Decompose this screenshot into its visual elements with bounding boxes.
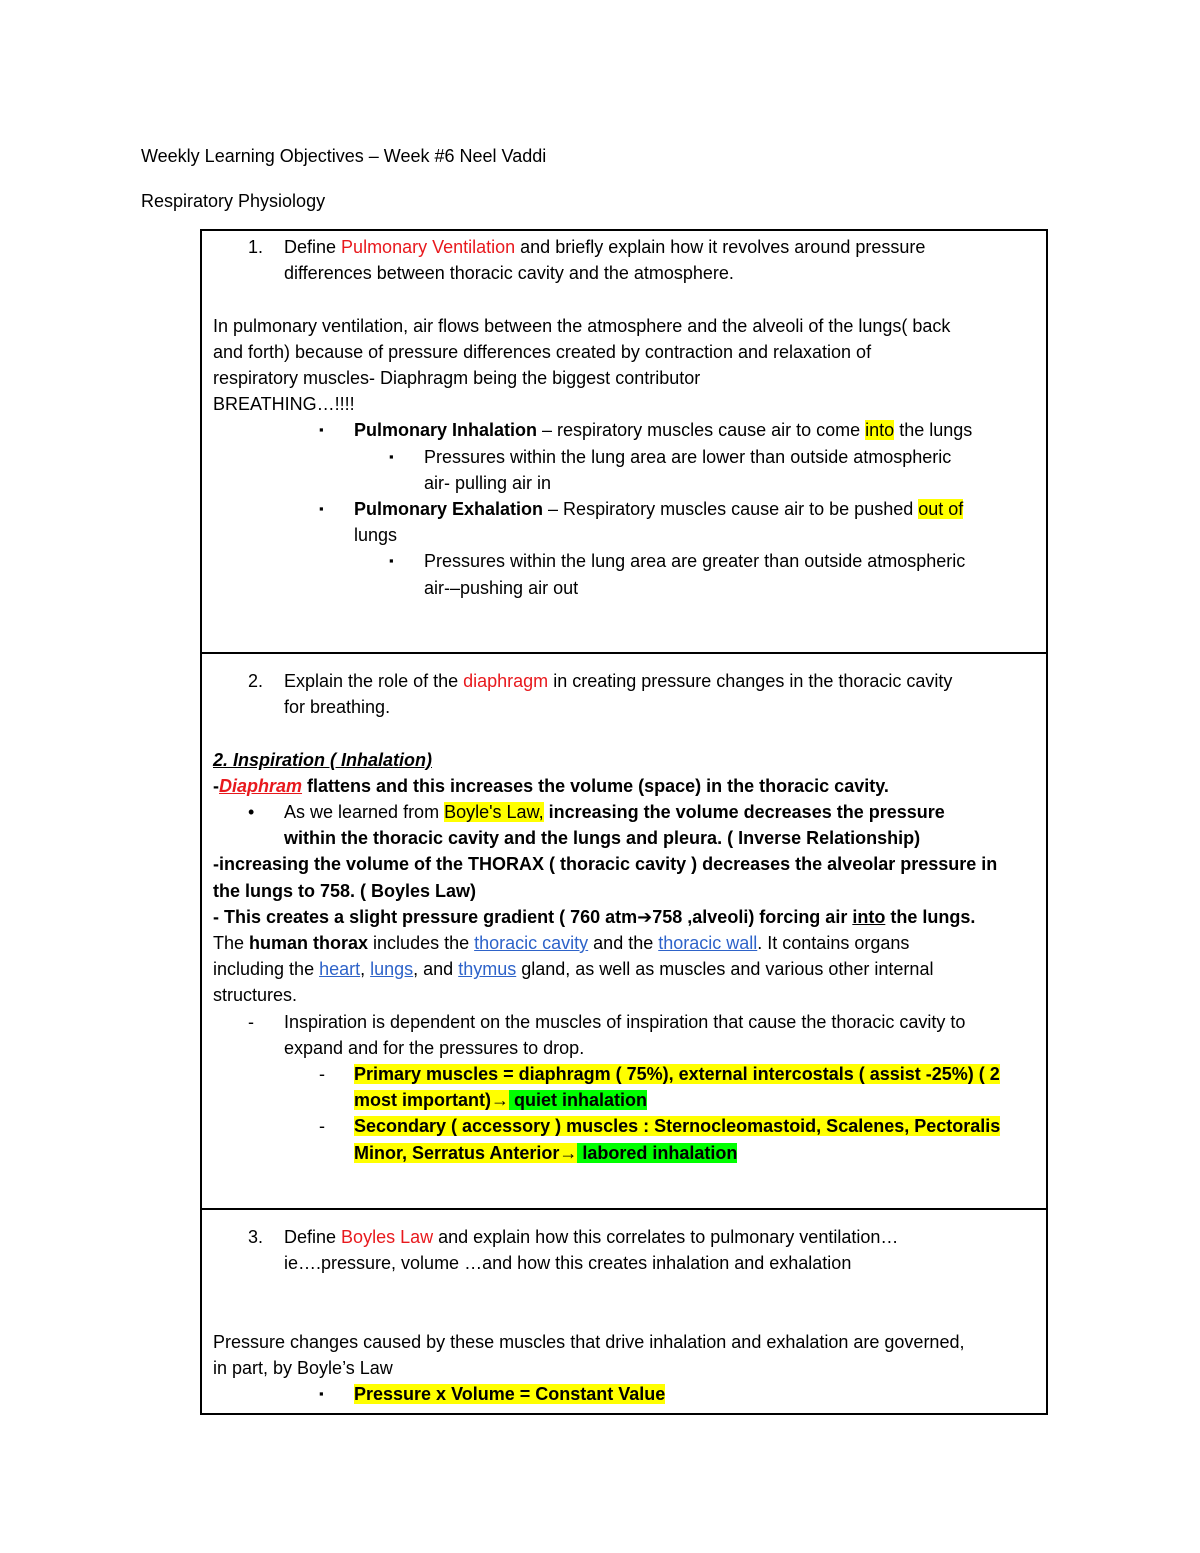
bullet-text: air- pulling air in [424,472,552,493]
answer-text: including the heart, lungs, and thymus gland, as well as muscles and various other internal [213,959,934,980]
link-lungs[interactable]: lungs [370,959,414,980]
bullet-text: within the thoracic cavity and the lungs and pleura. ( Inverse Relationship) [284,828,921,849]
objective-2-prompt [213,668,1046,720]
page-title: Weekly Learning Objectives – Week #6 Neel Vaddi [141,146,547,166]
bullet-text: lungs [354,525,398,546]
answer-text: respiratory muscles- Diaphragm being the biggest contributor [213,368,701,388]
highlighted-text: Minor, Serratus Anterior→ [354,1142,578,1163]
objective-cell-1 [201,230,1047,653]
objective-row-2 [201,653,1047,1209]
list-item [213,1381,1046,1407]
list-item [213,1061,1046,1113]
objective-cell-3 [201,1209,1047,1414]
answer-text: -increasing the volume of the THORAX ( thoracic cavity ) decreases the alveolar pressure in [213,854,998,875]
dash-marker: - [319,1064,325,1085]
formula-text: Pressure x Volume = Constant Value [354,1384,666,1405]
bullet-text: – Respiratory muscles cause air to be pushed [543,499,919,520]
bullet-icon: ▪ [319,422,324,438]
answer-text: In pulmonary ventilation, air flows between the atmosphere and the alveoli of the lungs( back [213,315,951,336]
bullet-icon: • [248,802,255,822]
bullet-icon: ▪ [389,448,394,464]
highlighted-text: into [865,420,895,441]
link-heart[interactable]: heart [319,959,361,980]
bullet-text: Inspiration is dependent on the muscles of inspiration that cause the thoracic cavity to [284,1011,966,1032]
objective-row-3 [201,1209,1047,1414]
dash-marker: - [248,1011,254,1032]
prompt-text: Explain the role of the [284,671,464,691]
objectives-table [200,229,1048,1415]
bullet-title: Pulmonary Inhalation [354,420,538,441]
objective-cell-2 [201,653,1047,1209]
highlighted-text: out of [918,499,964,520]
arrow-icon: → [491,1090,509,1111]
prompt-text: and explain how this correlates to pulmonary ventilation… [433,1227,899,1247]
highlighted-text: Primary muscles = diaphragm ( 75%), external intercostals ( assist -25%) ( 2 [354,1064,1000,1085]
key-term: Boyles Law [341,1227,434,1247]
answer-text: structures. [213,985,298,1006]
bullet-text: expand and for the pressures to drop. [284,1037,585,1058]
answer-text: -Diaphram flattens and this increases the volume (space) in the thoracic cavity. [213,775,889,796]
key-term: diaphragm [463,671,549,691]
highlighted-text: Boyle's Law, [444,802,544,822]
bullet-text: increasing the volume decreases the pressure [543,802,945,822]
bullet-text: the lungs [894,420,973,441]
prompt-text: for breathing. [284,697,391,718]
list-item [213,496,1046,548]
list-item [213,1113,1046,1165]
highlighted-text: most important)→ [354,1090,509,1111]
objective-row-1 [201,230,1047,653]
list-item [213,1009,1046,1061]
prompt-text: ie….pressure, volume …and how this creates inhalation and exhalation [284,1253,852,1274]
objective-3-prompt [213,1224,1046,1276]
objective-1-prompt [213,234,1046,286]
bullet-icon: ▪ [319,501,324,517]
list-item [213,799,1046,851]
highlighted-text: Secondary ( accessory ) muscles : Sternocleomastoid, Scalenes, Pectoralis [354,1116,1001,1137]
green-highlight: quiet inhalation [509,1090,647,1111]
page-subtitle: Respiratory Physiology [141,191,326,211]
green-highlight: labored inhalation [577,1142,738,1163]
key-term: Diaphram [219,775,303,796]
objective-number: 2. [248,671,264,691]
bullet-text: – respiratory muscles cause air to come [537,420,866,441]
prompt-text: Define [284,1227,342,1247]
bullet-icon: ▪ [319,1386,324,1402]
arrow-icon: → [559,1142,578,1163]
bullet-text: Pressures within the lung area are greater than outside atmospheric [424,551,966,572]
link-thymus[interactable]: thymus [458,959,517,980]
key-term: Pulmonary Ventilation [341,237,516,257]
objective-number: 1. [248,237,264,257]
link-thoracic-wall[interactable]: thoracic wall [658,933,758,954]
bullet-text: Pressures within the lung area are lower than outside atmospheric [424,446,952,467]
section-heading: 2. Inspiration ( Inhalation) [213,749,433,770]
answer-text: and forth) because of pressure differences created by contraction and relaxation of [213,341,872,362]
bullet-title: Pulmonary Exhalation [354,499,544,520]
prompt-text: and briefly explain how it revolves around pressure [515,237,926,257]
answer-text: - This creates a slight pressure gradient ( 760 atm➔758 ,alveoli) forcing air into the lungs. [213,906,976,927]
answer-text: The human thorax includes the thoracic cavity and the thoracic wall. It contains organs [213,933,910,954]
prompt-text: in creating pressure changes in the thoracic cavity [548,671,953,691]
answer-text: in part, by Boyle’s Law [213,1358,393,1378]
list-item [213,417,1046,443]
prompt-text: differences between thoracic cavity and the atmosphere. [284,263,734,284]
answer-text: Pressure changes caused by these muscles that drive inhalation and exhalation are governed, [213,1331,965,1352]
bullet-text: As we learned from [284,802,445,822]
bullet-icon: ▪ [389,553,394,569]
answer-text: the lungs to 758. ( Boyles Law) [213,880,477,901]
objective-number: 3. [248,1227,264,1247]
arrow-icon: ➔ [637,906,653,927]
list-item [213,444,1046,496]
answer-text: BREATHING…!!!! [213,394,355,415]
dash-marker: - [319,1116,325,1137]
bullet-text: air-–pushing air out [424,577,579,598]
link-thoracic-cavity[interactable]: thoracic cavity [474,933,589,954]
prompt-text: Define [284,237,342,257]
list-item [213,548,1046,600]
